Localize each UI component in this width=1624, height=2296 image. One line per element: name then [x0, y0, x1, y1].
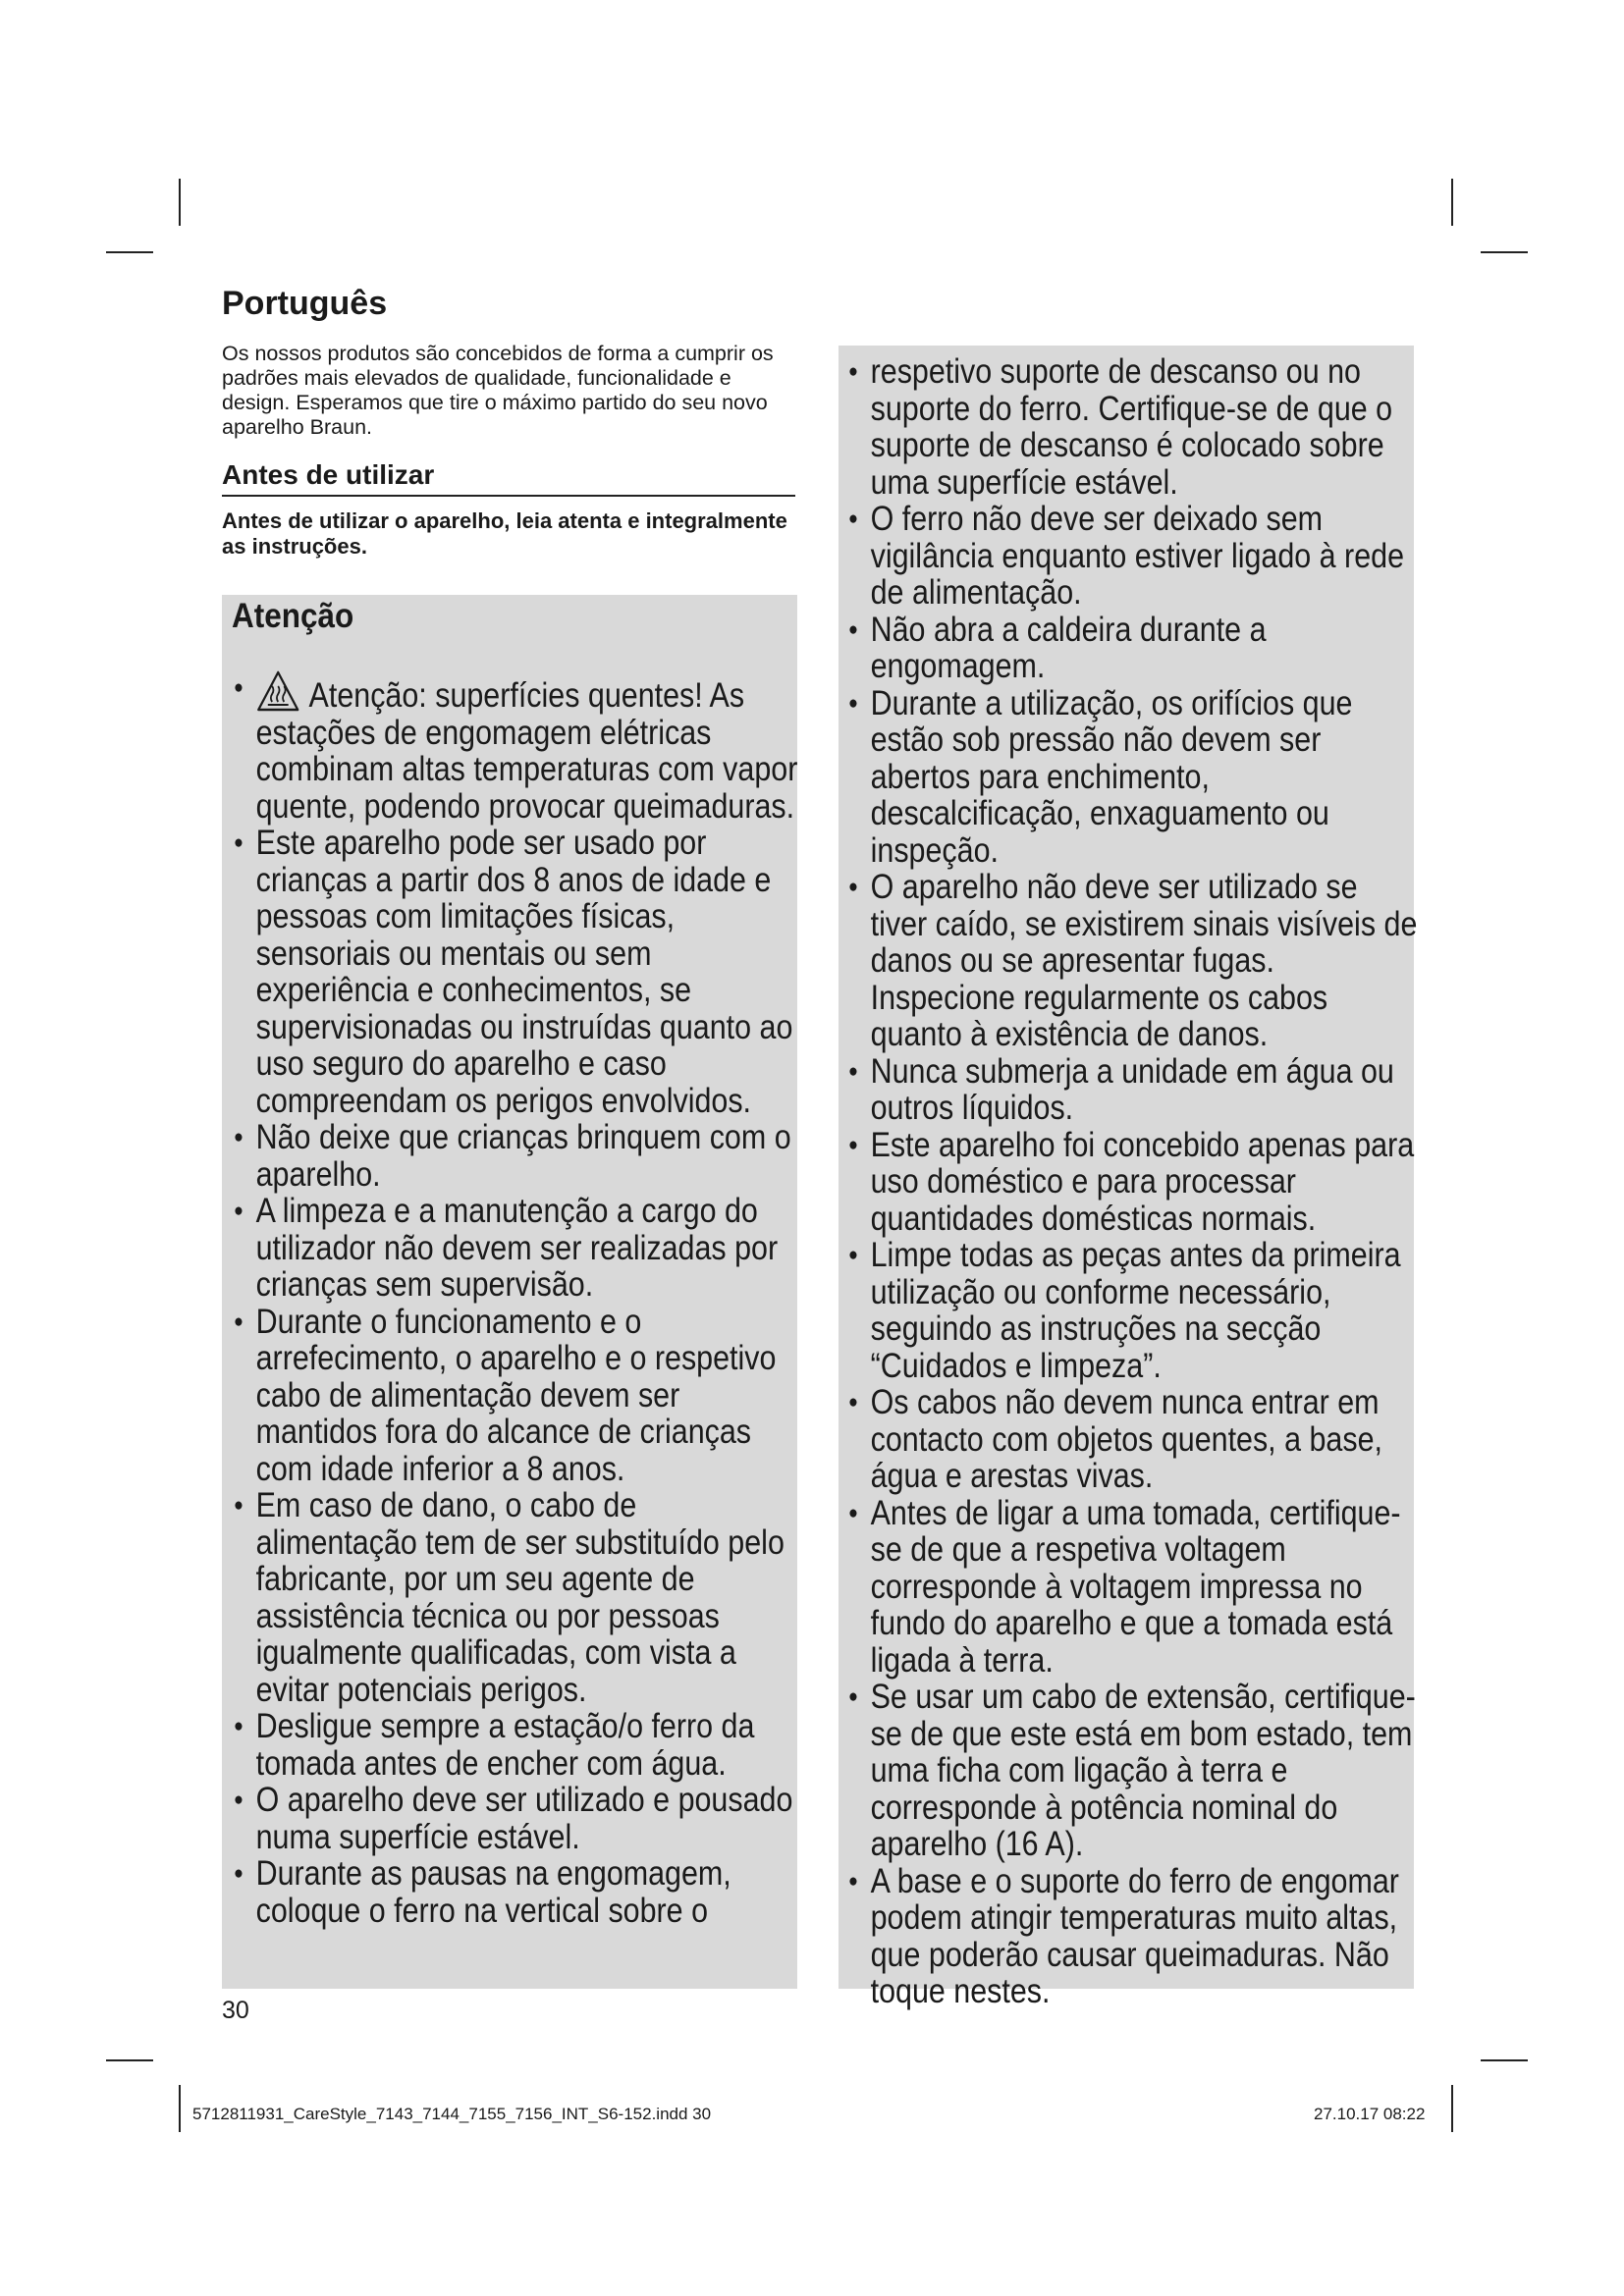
warning-heading: Atenção	[232, 597, 354, 635]
list-item: ● Durante o funcionamento e o arrefecimento, o aparelho e o respetivo cabo de alimentação devem ser mantidos fora do alcance de crianças com idade inferior a 8 anos.	[234, 1304, 802, 1488]
list-item: ● Antes de ligar a uma tomada, certifique-se de que a respetiva voltagem corresponde à voltagem impressa no fundo do aparelho e que a tomada está ligada à terra.	[848, 1495, 1417, 1680]
list-item: ● O ferro não deve ser deixado sem vigilância enquanto estiver ligado à rede de alimentação.	[848, 501, 1417, 612]
list-item	[234, 669, 802, 825]
list-item: ● A base e o suporte do ferro de engomar podem atingir temperaturas muito altas, que poderão causar queimaduras. Não toque nestes.	[848, 1863, 1417, 2010]
list-item: ● O aparelho deve ser utilizado e pousado numa superfície estável.	[234, 1782, 802, 1855]
page-number: 30	[222, 1997, 249, 2024]
crop-mark	[1451, 2085, 1453, 2132]
list-item: ● Desligue sempre a estação/o ferro da tomada antes de encher com água.	[234, 1708, 802, 1782]
list-item: ● Se usar um cabo de extensão, certifique-se de que este está em bom estado, tem uma ficha com ligação à terra e corresponde à potência nominal do aparelho (16 A).	[848, 1679, 1417, 1863]
list-item: ● Não deixe que crianças brinquem com o aparelho.	[234, 1119, 802, 1193]
list-item: ● Limpe todas as peças antes da primeira utilização ou conforme necessário, seguindo as instruções na secção “Cuidados e limpeza”.	[848, 1237, 1417, 1384]
intro-paragraph: Os nossos produtos são concebidos de forma a cumprir os padrões mais elevados de qualidade, funcionalidade e design. Esperamos que tire o máximo partido do seu novo aparelho Braun.	[222, 342, 774, 439]
crop-mark	[179, 179, 181, 226]
list-item: ● Durante a utilização, os orifícios que estão sob pressão não devem ser abertos para enchimento, descalcificação, enxaguamento ou inspeção.	[848, 685, 1417, 870]
read-instructions-note: Antes de utilizar o aparelho, leia atenta e integralmente as instruções.	[222, 508, 787, 559]
list-item: ● Este aparelho pode ser usado por crianças a partir dos 8 anos de idade e pessoas com limitações físicas, sensoriais ou mentais ou sem experiência e conhecimentos, se supervisionadas ou instruídas quanto ao uso seguro do aparelho e caso compreendam os perigos envolvidos.	[234, 825, 802, 1119]
page-title: Português	[222, 285, 388, 322]
warning-list-left	[234, 669, 823, 1929]
crop-mark	[1481, 2059, 1528, 2061]
list-item: ● Nunca submerja a unidade em água ou outros líquidos.	[848, 1053, 1417, 1127]
list-item: ● Em caso de dano, o cabo de alimentação tem de ser substituído pelo fabricante, por um seu agente de assistência técnica ou por pessoas igualmente qualificadas, com vista a evitar potenciais perigos.	[234, 1487, 802, 1708]
list-item: ● O aparelho não deve ser utilizado se tiver caído, se existirem sinais visíveis de danos ou se apresentar fugas. Inspecione regularmente os cabos quanto à existência de danos.	[848, 869, 1417, 1053]
warning-list-right	[848, 353, 1437, 2010]
section-heading: Antes de utilizar	[222, 459, 795, 497]
list-item-text: Atenção: superfícies quentes! As estações de engomagem elétricas combinam altas temperaturas com vapor quente, podendo provocar queimaduras.	[255, 676, 798, 826]
crop-mark	[106, 2059, 153, 2061]
footer-timestamp: 27.10.17 08:22	[1314, 2105, 1426, 2123]
list-item: ● respetivo suporte de descanso ou no suporte do ferro. Certifique-se de que o suporte de descanso é colocado sobre uma superfície estável.	[848, 353, 1417, 501]
crop-mark	[179, 2085, 181, 2132]
hot-surface-warning-icon	[256, 669, 300, 713]
list-item: ● Este aparelho foi concebido apenas para uso doméstico e para processar quantidades domésticas normais.	[848, 1127, 1417, 1238]
footer-file-name: 5712811931_CareStyle_7143_7144_7155_7156_INT_S6-152.indd 30	[192, 2105, 712, 2123]
list-item: ● Não abra a caldeira durante a engomagem.	[848, 612, 1417, 685]
list-item: ● Os cabos não devem nunca entrar em contacto com objetos quentes, a base, água e arestas vivas.	[848, 1384, 1417, 1495]
list-item: ● Durante as pausas na engomagem, coloque o ferro na vertical sobre o	[234, 1855, 802, 1929]
crop-mark	[1481, 251, 1528, 253]
crop-mark	[106, 251, 153, 253]
list-item: ● A limpeza e a manutenção a cargo do utilizador não devem ser realizadas por crianças sem supervisão.	[234, 1193, 802, 1304]
crop-mark	[1451, 179, 1453, 226]
